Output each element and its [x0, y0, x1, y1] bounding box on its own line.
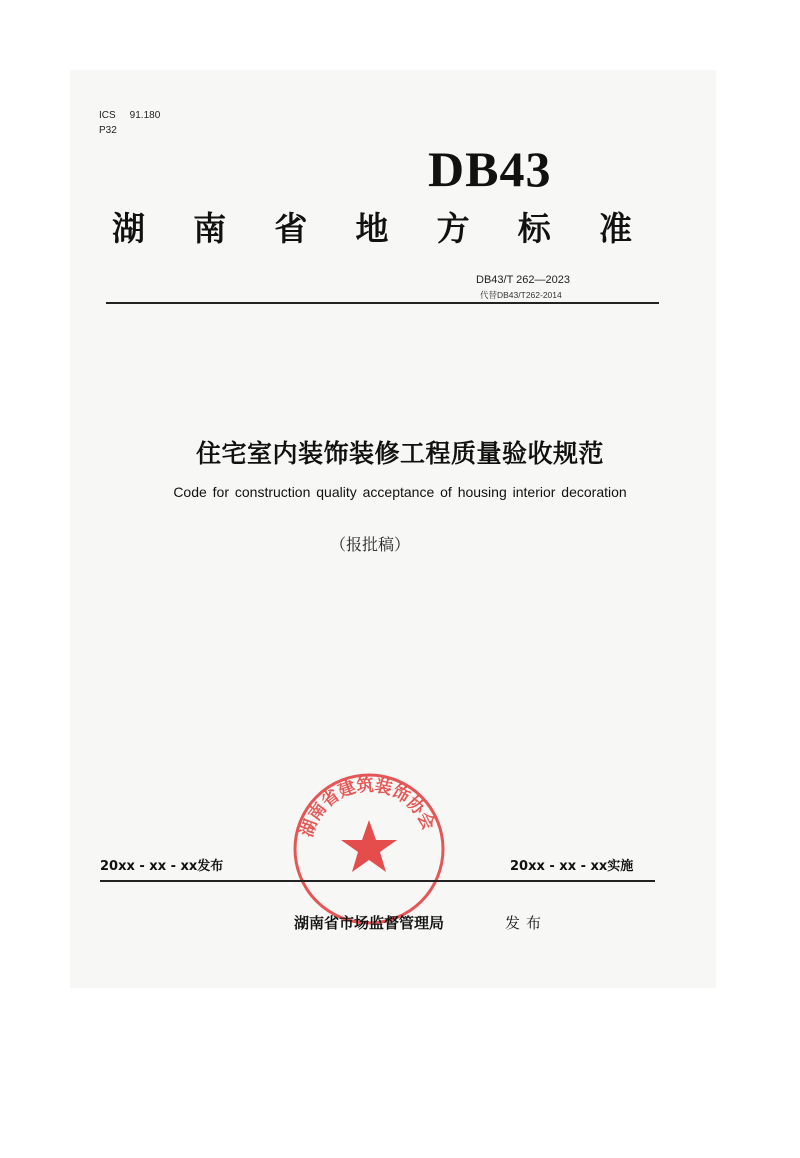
standard-type-char: 准: [598, 209, 632, 248]
header-divider: [106, 302, 659, 304]
seal-stamp: [288, 768, 450, 930]
implement-date: 20xx - xx - xx实施: [510, 859, 634, 874]
standard-number: DB43/T 262—2023: [476, 274, 570, 286]
publish-date: 20xx - xx - xx发布: [100, 859, 224, 874]
standard-type-heading: [112, 203, 632, 250]
ics-label: ICS: [99, 110, 116, 121]
star-icon: [341, 820, 397, 872]
document-title-en: Code for construction quality acceptance of housing interior decoration: [173, 484, 627, 500]
standard-type-char: 方: [436, 209, 470, 248]
standard-type-char: 湖: [112, 209, 145, 248]
seal-text: 湖南省建筑装饰协会: [297, 775, 439, 840]
standard-prefix: DB43: [428, 141, 552, 197]
draft-status: （报批稿）: [329, 535, 410, 554]
standard-type-char: 南: [193, 209, 227, 248]
ccs-code: P32: [99, 125, 117, 136]
standard-type-char: 地: [355, 209, 389, 248]
ics-code: [99, 110, 160, 121]
publisher-name: 湖南省市场监督管理局: [294, 914, 445, 932]
ics-number: 91.180: [129, 110, 161, 121]
document-title-cn: 住宅室内装饰装修工程质量验收规范: [195, 439, 604, 468]
standard-type-char: 省: [274, 209, 308, 248]
publish-label: 发布: [505, 914, 548, 932]
standard-type-char: 标: [517, 209, 551, 248]
footer-divider: [100, 880, 655, 882]
replaces-standard: 代替DB43/T262-2014: [480, 290, 562, 300]
